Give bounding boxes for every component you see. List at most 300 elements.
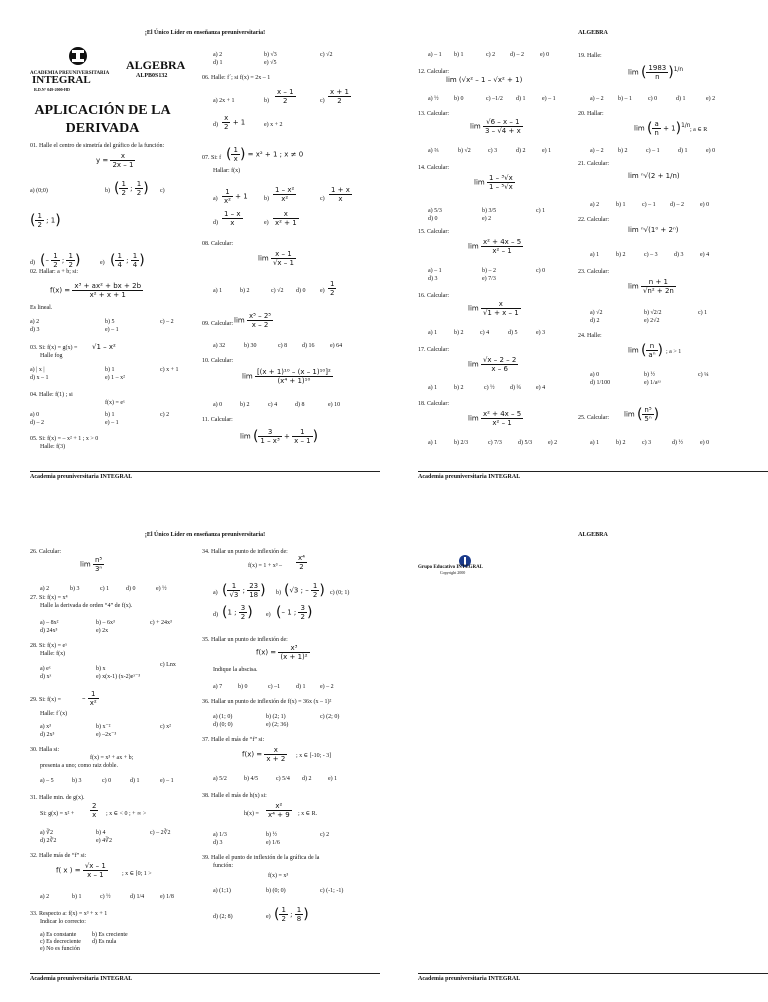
q28-opt-b: b) x: [96, 666, 106, 672]
q34-math-d: (1 ; $\frac{3}{2}$ ): [222, 604, 253, 621]
q23-math: lim $\frac{n + 1}{\text{√n² + 2n}}$: [628, 278, 674, 295]
page-footer: Academia preuniversitaria INTEGRAL: [418, 474, 768, 480]
q27-opt-e: e) 2x: [96, 628, 109, 634]
q35-text: 35. Hallar un punto de inflexión de:: [202, 637, 288, 643]
q17-math: lim $\frac{√x - 2 - 2}{x - 6}$: [468, 356, 517, 373]
page-header: ALGEBRA: [578, 30, 608, 36]
logo2-line2: Copyright 2000: [440, 570, 466, 575]
q13-opt-d: d) 2: [516, 148, 526, 154]
logo-line1: ACADEMIA PREUNIVERSITARIA: [30, 71, 110, 76]
q39-opt-e: e): [266, 914, 271, 920]
q38-opt-c: c) 2: [320, 832, 330, 838]
q35-opt-b: b) 0: [238, 684, 248, 690]
q26-opt-a: a) 2: [40, 586, 50, 592]
q34-opt-d: d): [213, 612, 218, 618]
q14-text: 14. Calcular:: [418, 165, 449, 171]
q07-math-c: $\frac{1 + x}{x}$: [331, 186, 350, 203]
q25-opt-d: d) ½: [672, 440, 683, 446]
q22-opt-c: c) – 3: [644, 252, 658, 258]
q38-text: 38. Halle el más de h(x) si:: [202, 793, 267, 799]
q21-text: 21. Calcular:: [578, 161, 609, 167]
q27-opt-c: c) + 24x³: [150, 620, 172, 626]
q24-opt-a: a) 0: [590, 372, 600, 378]
q16-opt-a: a) 1: [428, 330, 438, 336]
p2-top-opt-e: e) 0: [540, 52, 550, 58]
q02-note: Es lineal.: [30, 305, 53, 311]
q03-math: √1 – x²: [92, 343, 116, 351]
q32-text: 32. Halle más de “f” si:: [30, 853, 87, 859]
q34-opt-c: c) (0; 1): [330, 590, 350, 596]
q20-note: ; a ∈ R: [690, 127, 708, 133]
q14-opt-d: d) 0: [428, 216, 438, 222]
q25-math: lim ( $\frac{\text{n⁵}}{\text{5ⁿ}}$ ): [624, 406, 660, 423]
q01-math-c: ( $\frac{1}{2}$ ; 1): [30, 212, 61, 229]
q23-opt-b: b) √2/2: [644, 310, 662, 316]
q19-math: lim ( $\frac{1983}{n}$ )$^{1/n}$: [628, 64, 684, 81]
q00-opt-b: b) √3: [264, 52, 277, 58]
q34-math-b: (√3 ; – $\frac{1}{2}$ ): [284, 582, 325, 599]
q07-math-e: $\frac{x}{\text{x² + 1}}$: [275, 210, 297, 227]
q18-opt-d: d) 5/3: [518, 440, 533, 446]
q09-opt-b: b) 30: [244, 343, 257, 349]
q12-opt-d: d) 1: [516, 96, 526, 102]
page-header: ALGEBRA: [578, 532, 608, 538]
q37-note: ; x ∈ [-10; - 3]: [296, 753, 332, 759]
q30-opt-a: a) – 5: [40, 778, 54, 784]
q12-text: 12. Calcular:: [418, 69, 449, 75]
q35-opt-a: a) 7: [213, 684, 223, 690]
page-1: [30, 30, 380, 480]
logo2-line1: Grupo Educativo INTEGRAL: [418, 565, 484, 570]
q28-text-b: Halle: f(x): [40, 651, 66, 657]
q33-opt-d: d) Es nula: [92, 939, 117, 945]
q08-opt-b: b) 2: [240, 288, 250, 294]
q35-opt-d: d) 1: [296, 684, 306, 690]
q23-opt-a: a) √2: [590, 310, 603, 316]
page-footer: Academia preuniversitaria INTEGRAL: [30, 976, 380, 982]
q32-opt-c: c) ½: [100, 894, 111, 900]
q04-opt-a: a) 0: [30, 412, 40, 418]
q06-opt-b: b): [264, 98, 269, 104]
q33-opt-c: c) Es decreciente: [40, 939, 81, 945]
q07-math-a: $\frac{1}{\text{x²}}$ + 1: [224, 188, 248, 205]
q21-opt-c: c) – 1: [642, 202, 656, 208]
q16-opt-b: b) 2: [454, 330, 464, 336]
q39-text-b: función:: [213, 863, 233, 869]
q20-opt-c: c) – 1: [646, 148, 660, 154]
logo-line3: R.D.N° 049-2000-HD: [34, 87, 70, 92]
q07-opt-d: d): [213, 220, 218, 226]
q06-math-d: $\frac{x}{2}$ + 1: [224, 114, 246, 131]
q34-fx: f(x) = 1 + x³ –: [248, 563, 283, 569]
q03-opt-d: d) x – 1: [30, 375, 49, 381]
q04-opt-d: d) – 2: [30, 420, 44, 426]
q26-opt-c: c) 1: [100, 586, 110, 592]
q39-opt-b: b) (0; 0): [266, 888, 286, 894]
q27-opt-b: b) – 6x³: [96, 620, 115, 626]
q20-opt-d: d) 1: [678, 148, 688, 154]
q38-note: ; x ∈ R.: [298, 811, 318, 817]
q28-opt-e: e) x(x-1) (x-2)eˣ⁻³: [96, 674, 141, 680]
q19-opt-c: c) 0: [648, 96, 658, 102]
q14-math: lim $\frac{\text{1 – ³√x}}{\text{1 – ⁵√x}}$: [474, 174, 513, 191]
q01-math-d: (– $\frac{1}{2}$ ; $\frac{1}{2}$ ): [40, 252, 81, 269]
q34-text: 34. Hallar un punto de inflexión de:: [202, 549, 288, 555]
q37-opt-b: b) 4/5: [244, 776, 259, 782]
q29-opt-b: b) x⁻²: [96, 724, 111, 730]
q02-math: f(x) = $\frac{\text{x³ + ax² + bx + 2b}}{\text{x² + x + 1}}$: [50, 282, 142, 299]
q37-opt-c: c) 5/4: [276, 776, 290, 782]
course-title: ALGEBRA: [126, 58, 186, 72]
q19-opt-a: a) – 2: [590, 96, 604, 102]
q37-opt-d: d) 2: [302, 776, 312, 782]
q10-opt-b: b) 2: [240, 402, 250, 408]
q29-opt-d: d) 2x³: [40, 732, 55, 738]
q20-math: lim ( $\frac{a}{n}$ + 1)$^{1/n}$: [634, 120, 691, 137]
q10-opt-a: a) 0: [213, 402, 223, 408]
q36-opt-d: d) (0; 0): [213, 722, 233, 728]
q30-fx: f(x) = x³ + ax + b;: [90, 755, 134, 761]
q02-opt-d: d) 3: [30, 327, 40, 333]
q28-opt-c: c) Lnx: [160, 662, 176, 668]
q26-opt-b: b) 3: [70, 586, 80, 592]
page-header: ¡El Único Líder en enseñanza preuniversitaria!: [144, 532, 266, 538]
q03-opt-a: a) | x |: [30, 367, 45, 373]
q14-opt-c: c) 1: [536, 208, 546, 214]
q33-opt-a: a) Es constante: [40, 932, 77, 938]
logo-line2: INTEGRAL: [32, 74, 91, 86]
q35-opt-e: e) – 2: [320, 684, 334, 690]
q17-text: 17. Calcular:: [418, 347, 449, 353]
q06-opt-e: e) x + 2: [264, 122, 283, 128]
q38-opt-a: a) 1/3: [213, 832, 227, 838]
q24-opt-b: b) ½: [644, 372, 655, 378]
q08-opt-c: c) √2: [271, 288, 284, 294]
q16-opt-d: d) 5: [508, 330, 518, 336]
q02-opt-c: c) – 2: [160, 319, 174, 325]
q24-opt-c: c) ¼: [698, 372, 709, 378]
q28-text: 28. Si: f(x) = eˣ: [30, 643, 67, 649]
q05-text-b: Halle: f(3): [40, 444, 66, 450]
q07-opt-c: c): [320, 196, 325, 202]
q18-math: lim $\frac{\text{x² + 4x – 5}}{\text{x² – 1}}$: [468, 410, 522, 427]
q01-math: y = $\frac{x}{2x - 1}$: [96, 152, 134, 169]
q07-text: 07. Si: f: [202, 155, 222, 161]
q31-opt-c: c) – 2∛2: [150, 830, 171, 836]
page-title: APLICACIÓN DE LA DERIVADA: [34, 103, 171, 136]
q28-opt-a: a) eˣ: [40, 666, 51, 672]
q19-opt-e: e) 2: [706, 96, 716, 102]
q16-text: 16. Calcular:: [418, 293, 449, 299]
q38-opt-b: b) ½: [266, 832, 277, 838]
q39-math-e: ( $\frac{1}{2}$ ; $\frac{1}{8}$ ): [274, 906, 309, 923]
q23-text: 23. Calcular:: [578, 269, 609, 275]
q39-opt-d: d) (2; 8): [213, 914, 233, 920]
q34-math-e: (– 1 ; $\frac{3}{2}$ ): [276, 604, 313, 621]
q13-math: lim $\frac{√6 - x - 1}{3 - √4 + x}$: [470, 118, 521, 135]
q15-opt-e: e) 7/3: [482, 276, 496, 282]
q27-text: 27. Si: f(x) = x⁴: [30, 595, 68, 601]
q29-math: – $\frac{1}{\text{x²}}$: [82, 690, 97, 707]
q26-opt-e: e) ½: [156, 586, 167, 592]
q06-opt-c: c): [320, 98, 325, 104]
q39-fx: f(x) = x³: [268, 873, 289, 879]
q29-opt-e: e) –2x⁻³: [96, 732, 117, 738]
q01-opt-a: a) (0;0): [30, 188, 48, 194]
q27-opt-a: a) – 8x²: [40, 620, 59, 626]
q03-opt-b: b) 1: [105, 367, 115, 373]
q18-opt-a: a) 1: [428, 440, 438, 446]
q34-opt-b: b): [276, 590, 281, 596]
q15-opt-a: a) – 1: [428, 268, 442, 274]
q33-opt-b: b) Es creciente: [92, 932, 128, 938]
q39-opt-c: c) (-1; -1): [320, 888, 344, 894]
q07-opt-b: b): [264, 196, 269, 202]
q20-opt-b: b) 2: [618, 148, 628, 154]
q27-text-b: Halle la derivada de orden “4” de f(x).: [40, 603, 133, 609]
q34-opt-a: a): [213, 590, 218, 596]
q08-opt-e: e): [320, 288, 325, 294]
q02-text: 02. Hallar: a + b; si:: [30, 269, 79, 275]
q17-opt-c: c) ½: [484, 385, 495, 391]
q39-text: 39. Halle el punto de inflexión de la gráfica de la: [202, 855, 320, 861]
q15-opt-c: c) 0: [536, 268, 546, 274]
q34-math-a: ( $\frac{1}{√3}$ ; $\frac{23}{18}$ ): [222, 582, 266, 599]
q11-text: 11. Calcular:: [202, 417, 233, 423]
q07-opt-e: e): [264, 220, 269, 226]
q06-opt-d: d): [213, 122, 218, 128]
q13-opt-e: e) 1: [542, 148, 552, 154]
q14-opt-b: b) 3/5: [482, 208, 497, 214]
q22-opt-b: b) 2: [616, 252, 626, 258]
q22-opt-d: d) 3: [674, 252, 684, 258]
q31-math: $\frac{2}{x}$: [92, 802, 97, 819]
q30-opt-b: b) 3: [72, 778, 82, 784]
q31-fx: Si: g(x) = x² +: [40, 811, 75, 817]
q16-opt-c: c) 4: [480, 330, 490, 336]
q06-opt-a: a) 2x + 1: [213, 98, 235, 104]
q01-opt-c: c): [160, 188, 165, 194]
q38-math: $\frac{\text{x²}}{\text{x⁴ + 9}}$: [268, 802, 290, 819]
q36-opt-e: e) (2; 36): [266, 722, 289, 728]
q30-opt-e: e) – 1: [160, 778, 174, 784]
q10-math: lim $\frac{\text{[(x + 1)¹⁰ – (x – 1)¹⁰]²}}{\text{(x⁴ + 1)¹⁰}}$: [242, 368, 331, 385]
q32-opt-d: d) 1/4: [130, 894, 145, 900]
q23-opt-d: d) 2: [590, 318, 600, 324]
q03-opt-e: e) 1 – x²: [105, 375, 125, 381]
q09-opt-d: d) 16: [302, 343, 315, 349]
q06-math-c: $\frac{x + 1}{2}$: [330, 88, 349, 105]
q26-opt-d: d) 0: [126, 586, 136, 592]
q12-math: lim (√x² – 1 – √x² + 1): [446, 76, 523, 84]
q03-text-b: Halle fog: [40, 353, 63, 359]
q15-text: 15. Calcular:: [418, 229, 449, 235]
page-header: ¡El Único Líder en enseñanza preuniversitaria!: [144, 30, 266, 36]
q05-text: 05. Si: f(x) = – x² + 1 ; x > 0: [30, 436, 99, 442]
q32-opt-e: e) 1/8: [160, 894, 174, 900]
q02-opt-e: e) – 1: [105, 327, 119, 333]
q37-opt-a: a) 5/2: [213, 776, 227, 782]
q29-opt-a: a) x³: [40, 724, 51, 730]
q30-text: 30. Halla si:: [30, 747, 60, 753]
q25-opt-a: a) 1: [590, 440, 600, 446]
q10-opt-d: d) 8: [295, 402, 305, 408]
q32-math: f( x ) = $\frac{√x - 1}{x - 1}$: [56, 862, 106, 879]
q33-opt-e: e) No es función: [40, 946, 80, 952]
q38-opt-d: d) 3: [213, 840, 223, 846]
q12-opt-e: e) – 1: [542, 96, 556, 102]
q11-math: lim ( $\frac{3}{\text{1 – x³}}$ + $\frac{1}{x - 1}$ ): [240, 428, 319, 445]
q35-math: f(x) = $\frac{\text{x³}}{\text{(x + 1)²}}$: [256, 644, 308, 661]
q00-opt-e: e) √5: [264, 60, 277, 66]
q29-opt-c: c) x²: [160, 724, 171, 730]
q37-math: f(x) = $\frac{x}{x + 2}$: [242, 746, 286, 763]
q20-text: 20. Hallar:: [578, 111, 604, 117]
q13-opt-a: a) ⅔: [428, 148, 439, 154]
course-code: ALPB0S132: [136, 73, 168, 79]
q37-text: 37. Halle el más de “f” si:: [202, 737, 265, 743]
q22-opt-e: e) 4: [700, 252, 710, 258]
q07-math-b: $\frac{\text{1 – x²}}{\text{x²}}$: [275, 186, 295, 203]
q15-math: lim $\frac{\text{x² + 4x – 5}}{\text{x² – 1}}$: [468, 238, 522, 255]
q25-text: 25. Calcular:: [578, 415, 609, 421]
q25-opt-e: e) 0: [700, 440, 710, 446]
q31-opt-d: d) 2∛2: [40, 838, 57, 844]
q27-opt-d: d) 24x³: [40, 628, 58, 634]
q14-opt-e: e) 2: [482, 216, 492, 222]
q19-text: 19. Halle:: [578, 53, 602, 59]
q13-text: 13. Calcular:: [418, 111, 449, 117]
q36-opt-b: b) (2; 1): [266, 714, 286, 720]
q10-opt-c: c) 4: [268, 402, 278, 408]
q30-opt-c: c) 0: [102, 778, 112, 784]
q09-opt-c: c) 8: [278, 343, 288, 349]
q22-text: 22. Calcular:: [578, 217, 609, 223]
q15-opt-d: d) 3: [428, 276, 438, 282]
p2-top-opt-a: a) – 1: [428, 52, 442, 58]
q07-text-b: Hallar: f(x): [213, 168, 241, 174]
q07-math: ( $\frac{1}{x}$ ) = x² + 1 ; x ≠ 0: [226, 146, 304, 163]
q18-opt-e: e) 2: [548, 440, 558, 446]
q06-math-b: $\frac{x - 1}{2}$: [277, 88, 294, 105]
q15-opt-b: b) – 2: [482, 268, 496, 274]
q08-opt-d: d) 0: [296, 288, 306, 294]
q26-math: lim $\frac{\text{n⁵}}{\text{3ⁿ}}$: [80, 556, 103, 573]
q28-opt-d: d) xˣ: [40, 674, 52, 680]
q08-text: 08. Calcular:: [202, 241, 233, 247]
q08-opt-a: a) 1: [213, 288, 223, 294]
q36-opt-a: a) (1; 0): [213, 714, 233, 720]
page-footer: Academia preuniversitaria INTEGRAL: [30, 474, 380, 480]
page-3: [30, 532, 380, 982]
q21-opt-e: e) 0: [700, 202, 710, 208]
q14-opt-a: a) 5/3: [428, 208, 442, 214]
q38-fx: h(x) =: [244, 811, 259, 817]
q13-opt-b: b) √2: [458, 148, 471, 154]
q04-fx: f(x) = eˣ: [105, 400, 125, 406]
q12-opt-c: c) –1/2: [486, 96, 503, 102]
q17-opt-a: a) 1: [428, 385, 438, 391]
q04-opt-c: c) 2: [160, 412, 170, 418]
q12-opt-b: b) 0: [454, 96, 464, 102]
q08-math: lim $\frac{x - 1}{√x - 1}$: [258, 250, 294, 267]
q01-text: 01. Halle el centro de simetría del gráfico de la función:: [30, 143, 165, 149]
q34-opt-e: e): [266, 612, 271, 618]
q23-opt-c: c) 1: [698, 310, 708, 316]
q31-text: 31. Halle min. de g(x).: [30, 795, 85, 801]
q17-opt-d: d) ¾: [510, 385, 521, 391]
q24-opt-e: e) 1/aᵃᵃ: [644, 380, 661, 386]
page-4: [418, 532, 768, 982]
q34-math: $\frac{\text{x⁴}}{2}$: [298, 554, 305, 571]
page-footer: Academia preuniversitaria INTEGRAL: [418, 976, 768, 982]
q04-opt-b: b) 1: [105, 412, 115, 418]
q31-opt-b: b) 4: [96, 830, 106, 836]
q29-text-b: Halle: f´(x): [40, 711, 68, 717]
q09-opt-e: e) 64: [330, 343, 343, 349]
q00-opt-a: a) 2: [213, 52, 223, 58]
q32-opt-b: b) 1: [72, 894, 82, 900]
q23-opt-e: e) 2√2: [644, 318, 660, 324]
q17-opt-e: e) 4: [536, 385, 546, 391]
q35-opt-c: c) –1: [268, 684, 281, 690]
q16-opt-e: e) 3: [536, 330, 546, 336]
q01-opt-e: e): [100, 260, 105, 266]
q32-note: ; x ∈ [0; 1 >: [122, 871, 152, 877]
q31-note: ; x ∈ < 0 ; + ∞ >: [106, 811, 147, 817]
q04-opt-e: e) – 1: [105, 420, 119, 426]
q39-opt-a: a) (1;1): [213, 888, 231, 894]
q18-opt-b: b) 2/3: [454, 440, 469, 446]
q19-opt-d: d) 1: [676, 96, 686, 102]
q08-math-e: $\frac{1}{2}$: [330, 280, 335, 297]
q03-text: 03. Si: f(x) = g(x) =: [30, 345, 78, 351]
q12-opt-a: a) ½: [428, 96, 439, 102]
q07-math-d: $\frac{1 - x}{x}$: [224, 210, 241, 227]
q36-opt-c: c) (2; 0): [320, 714, 340, 720]
q13-opt-c: c) 3: [488, 148, 498, 154]
q37-opt-e: e) 1: [328, 776, 338, 782]
q01-opt-d: d): [30, 260, 35, 266]
q03-opt-c: c) x + 1: [160, 367, 179, 373]
q16-math: lim $\frac{x}{√1 + x - 1}$: [468, 300, 519, 317]
q31-opt-a: a) ∛2: [40, 830, 53, 836]
q35-text-b: Indique la abscisa.: [213, 667, 258, 673]
q21-opt-a: a) 2: [590, 202, 600, 208]
q24-text: 24. Halle:: [578, 333, 602, 339]
q22-math: lim ⁿ√(1⁰ + 2ⁿ): [628, 226, 679, 234]
q17-opt-b: b) 2: [454, 385, 464, 391]
q10-opt-e: e) 10: [328, 402, 341, 408]
q06-text: 06. Halle: f´; si f(x) = 2x – 1: [202, 75, 271, 81]
q09-opt-a: a) 32: [213, 343, 226, 349]
q25-opt-b: b) 2: [616, 440, 626, 446]
q00-opt-c: c) √2: [320, 52, 333, 58]
p2-top-opt-c: c) 2: [486, 52, 496, 58]
q33-text-b: Indicar lo correcto:: [40, 919, 86, 925]
q21-math: lim ⁿ√(2 + 1/n): [628, 172, 680, 180]
q20-opt-e: e) 0: [706, 148, 716, 154]
q36-text: 36. Hallar un punto de inflexión de f(x) = 36x (x – 1)²: [202, 699, 332, 705]
q32-opt-a: a) 2: [40, 894, 50, 900]
q02-opt-a: a) 2: [30, 319, 40, 325]
page-2: [418, 30, 768, 480]
q07-opt-a: a): [213, 196, 218, 202]
q22-opt-a: a) 1: [590, 252, 600, 258]
q01-math-b: ( $\frac{1}{2}$ ; $\frac{1}{2}$ ): [114, 180, 149, 197]
q09-math: lim $\frac{\text{x⁵ – 2⁵}}{x - 2}$: [234, 312, 272, 329]
q26-text: 26. Calcular:: [30, 549, 61, 555]
